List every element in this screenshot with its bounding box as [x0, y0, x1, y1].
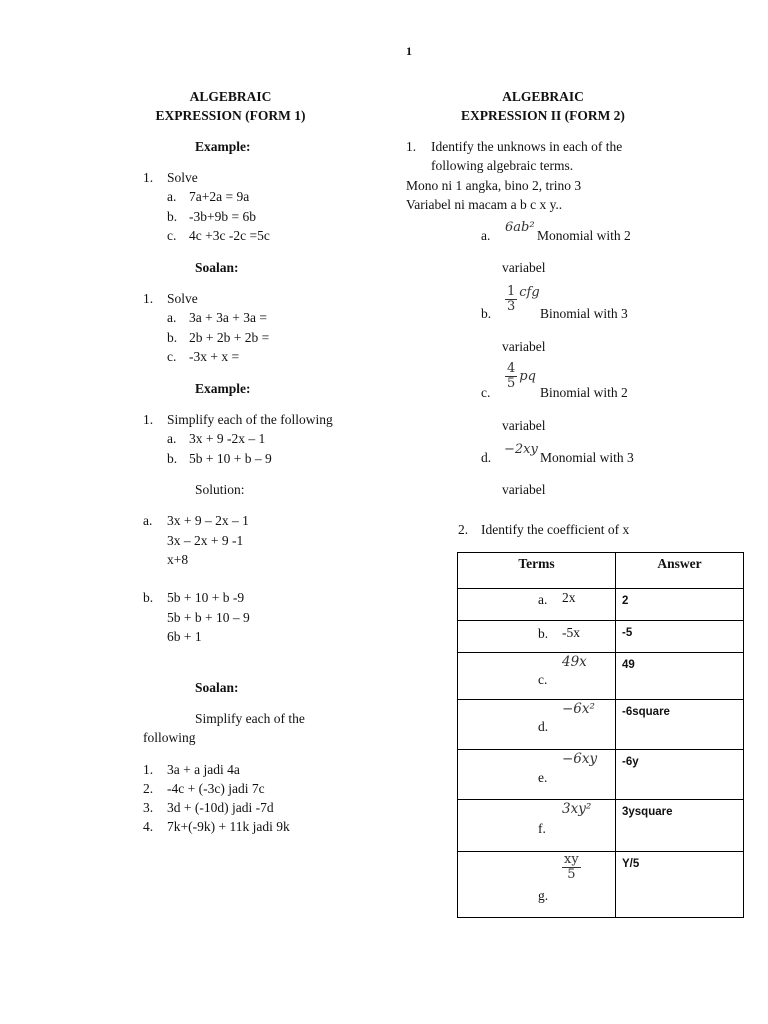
- table-row: [458, 653, 744, 700]
- table-row: [458, 621, 744, 653]
- question1-item-b: b. 2b + 2b + 2b =: [167, 330, 270, 345]
- term-cell: $\frac{xy}{5}$ g.: [458, 852, 616, 918]
- left-heading: [143, 87, 318, 125]
- solution-a-line3: x+8: [167, 552, 189, 567]
- example1-item-b: b. -3b+9b = 6b: [167, 209, 256, 224]
- term-d-desc2: variabel: [502, 482, 546, 497]
- table-row: [458, 852, 744, 918]
- question1-item-c: c. -3x + x =: [167, 349, 240, 364]
- answer-cell: 3ysquare: [616, 800, 744, 852]
- term-d-letter: d.: [481, 450, 492, 465]
- solution-a-line2: 3x – 2x + 9 -1: [167, 533, 244, 548]
- right-q1-line2: following algebraic terms.: [431, 158, 574, 173]
- right-heading-line2: EXPRESSION II (FORM 2): [461, 108, 625, 123]
- solution-b-line2: 5b + b + 10 – 9: [167, 610, 250, 625]
- example2-label: Example:: [195, 381, 251, 396]
- right-heading: [443, 87, 643, 125]
- example1-item-a: a. 7a+2a = 9a: [167, 189, 250, 204]
- example1-item-c: c. 4c +3c -2c =5c: [167, 228, 270, 243]
- example2-item-b: b. 5b + 10 + b – 9: [167, 451, 272, 466]
- col-answer-header: Answer: [616, 553, 744, 589]
- list-item-1: 1. 3a + a jadi 4a: [143, 762, 240, 777]
- coefficient-table: [457, 552, 744, 918]
- solution-b-line3: 6b + 1: [167, 629, 202, 644]
- example2-question: 1. Simplify each of the following: [143, 412, 333, 427]
- col-terms-header: Terms: [458, 553, 616, 589]
- term-cell: b. -5x: [458, 621, 616, 653]
- solution-b-letter: b.: [143, 590, 154, 605]
- question1: 1. Solve: [143, 291, 198, 306]
- term-c-letter: c.: [481, 385, 491, 400]
- term-c-desc2: variabel: [502, 418, 546, 433]
- term-cell: a. 2x: [458, 589, 616, 621]
- soalan2-label: Soalan:: [195, 680, 239, 695]
- note-mono: Mono ni 1 angka, bino 2, trino 3: [406, 178, 582, 193]
- list-item-4: 4. 7k+(-9k) + 11k jadi 9k: [143, 819, 290, 834]
- left-heading-line1: ALGEBRAIC: [189, 89, 272, 104]
- term-d-math: −2xy: [504, 442, 538, 457]
- table-row: [458, 589, 744, 621]
- list-item-3: 3. 3d + (-10d) jadi -7d: [143, 800, 274, 815]
- right-q1-line1: Identify the unknows in each of the: [431, 139, 623, 154]
- simplify-line1: Simplify each of the: [195, 711, 305, 726]
- term-a-desc: Monomial with 2: [537, 228, 631, 243]
- term-a-desc2: variabel: [502, 260, 546, 275]
- right-heading-line1: ALGEBRAIC: [502, 89, 584, 104]
- answer-cell: -6square: [616, 700, 744, 750]
- term-b-letter: b.: [481, 306, 492, 321]
- left-heading-line2: EXPRESSION (FORM 1): [155, 108, 306, 123]
- question1-item-a: a. 3a + 3a + 3a =: [167, 310, 267, 325]
- answer-cell: -6y: [616, 750, 744, 800]
- solution-label: Solution:: [195, 482, 245, 497]
- term-cell: −6xy e.: [458, 750, 616, 800]
- table-header-row: [458, 553, 744, 589]
- answer-cell: 49: [616, 653, 744, 700]
- term-cell: 49x c.: [458, 653, 616, 700]
- list-item-2: 2. -4c + (-3c) jadi 7c: [143, 781, 265, 796]
- example1-question: 1. Solve: [143, 170, 198, 185]
- page-number: 1: [406, 44, 412, 58]
- table-row: [458, 700, 744, 750]
- answer-cell: -5: [616, 621, 744, 653]
- answer-cell: Y/5: [616, 852, 744, 918]
- table-row: [458, 800, 744, 852]
- term-b-desc2: variabel: [502, 339, 546, 354]
- term-a-letter: a.: [481, 228, 491, 243]
- term-b-desc: Binomial with 3: [540, 306, 628, 321]
- solution-a-line1: 3x + 9 – 2x – 1: [167, 513, 249, 528]
- term-b-math: $\frac{1}{3}$ cfg: [507, 284, 540, 314]
- term-a-math: 6ab²: [505, 220, 535, 235]
- term-cell: 3xy² f.: [458, 800, 616, 852]
- right-q2-text: Identify the coefficient of x: [481, 522, 630, 537]
- term-d-desc: Monomial with 3: [540, 450, 634, 465]
- term-c-desc: Binomial with 2: [540, 385, 628, 400]
- soalan-label: Soalan:: [195, 260, 239, 275]
- term-cell: −6x² d.: [458, 700, 616, 750]
- term-c-math: $\frac{4}{5}$ pq: [507, 361, 536, 391]
- note-variabel: Variabel ni macam a b c x y..: [406, 197, 563, 212]
- right-q1-num: 1.: [406, 139, 417, 154]
- example2-item-a: a. 3x + 9 -2x – 1: [167, 431, 266, 446]
- solution-b-line1: 5b + 10 + b -9: [167, 590, 245, 605]
- right-q2-num: 2.: [458, 522, 469, 537]
- simplify-line2: following: [143, 730, 196, 745]
- solution-a-letter: a.: [143, 513, 153, 528]
- example-label: Example:: [195, 139, 251, 154]
- table-row: [458, 750, 744, 800]
- answer-cell: 2: [616, 589, 744, 621]
